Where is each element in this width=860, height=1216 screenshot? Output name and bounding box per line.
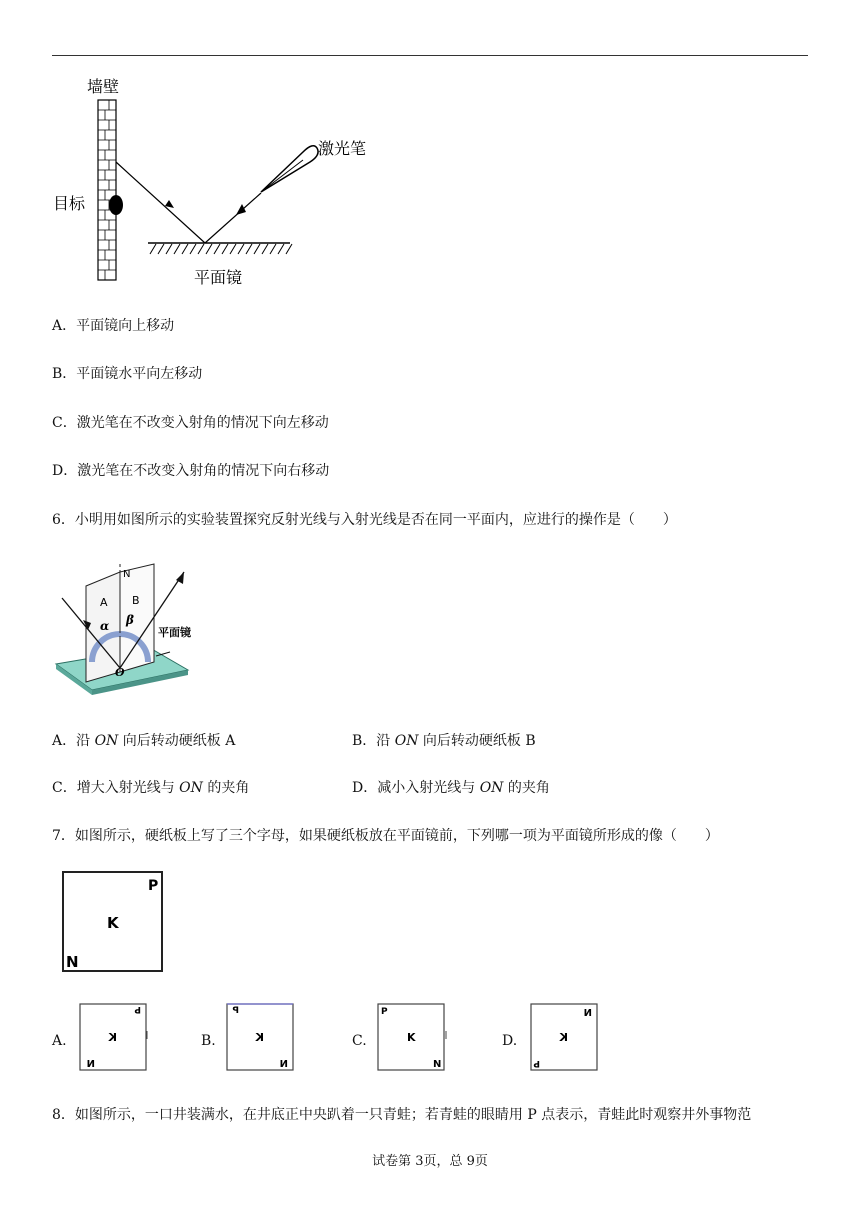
q5-option-d[interactable]: D．激光笔在不改变入射角的情况下向右移动 bbox=[52, 463, 330, 479]
beta-label: β bbox=[126, 613, 134, 627]
reflected-arrowhead bbox=[165, 200, 174, 208]
q5-option-c[interactable]: C．激光笔在不改变入射角的情况下向左移动 bbox=[52, 415, 329, 431]
option-a-letter-k: K bbox=[108, 1031, 117, 1044]
q5-option-b[interactable]: B．平面镜水平向左移动 bbox=[52, 366, 203, 382]
target-dot bbox=[109, 195, 123, 215]
q6-option-a-on: ON bbox=[94, 733, 119, 749]
q6-option-c-suffix: 的夹角 bbox=[202, 780, 250, 796]
letter-k: K bbox=[107, 914, 119, 932]
q6-option-b-prefix: B．沿 bbox=[352, 733, 395, 749]
option-d-letter-p: P bbox=[533, 1058, 540, 1068]
laser-label: 激光笔 bbox=[318, 139, 367, 158]
target-label: 目标 bbox=[53, 194, 86, 213]
option-b-letter-n: N bbox=[279, 1059, 288, 1070]
q6-option-c-on: ON bbox=[179, 780, 203, 796]
option-d-letter-k: K bbox=[559, 1031, 568, 1044]
q7-option-b-label[interactable]: B. bbox=[201, 1033, 216, 1049]
q7-option-b-board[interactable] bbox=[226, 1003, 296, 1073]
letter-n: N bbox=[66, 953, 79, 971]
q6-option-a[interactable] bbox=[52, 731, 235, 751]
q6-option-d-prefix: D．减小入射光线与 bbox=[352, 780, 480, 796]
incident-arrowhead bbox=[236, 204, 246, 215]
incident-ray bbox=[205, 193, 261, 243]
q6-option-d[interactable] bbox=[352, 778, 550, 798]
header-rule bbox=[52, 55, 808, 56]
q6-option-c-prefix: C．增大入射光线与 bbox=[52, 780, 180, 796]
page-footer: 试卷第 3页，总 9页 bbox=[372, 1154, 488, 1169]
q6-option-a-suffix: 向后转动硬纸板 A bbox=[118, 733, 236, 749]
q6-stem: 6．小明用如图所示的实验装置探究反射光线与入射光线是否在同一平面内，应进行的操作是（ ） bbox=[52, 512, 677, 528]
letter-p: P bbox=[148, 878, 159, 894]
option-b-letter-p: P bbox=[232, 1006, 239, 1016]
normal-label: N bbox=[123, 569, 131, 580]
reflected-ray bbox=[116, 162, 205, 243]
brick-wall bbox=[98, 100, 116, 280]
origin-label: O bbox=[115, 666, 125, 679]
q7-stem: 7．如图所示，硬纸板上写了三个字母，如果硬纸板放在平面镜前，下列哪一项为平面镜所形成的像（ ） bbox=[52, 828, 719, 844]
board-b-label: B bbox=[132, 594, 140, 607]
q6-option-d-on: ON bbox=[479, 780, 504, 796]
q6-option-d-suffix: 的夹角 bbox=[503, 780, 550, 796]
q5-option-a[interactable]: A．平面镜向上移动 bbox=[52, 318, 175, 334]
q7-option-c-label[interactable]: C. bbox=[352, 1033, 367, 1049]
q7-option-d-board[interactable] bbox=[530, 1003, 600, 1073]
q6-option-b[interactable] bbox=[352, 731, 536, 751]
wall-label: 墙壁 bbox=[87, 77, 120, 96]
q7-option-d-label[interactable]: D. bbox=[502, 1033, 518, 1049]
mirror-hatch bbox=[150, 244, 292, 254]
q7-option-c-board[interactable] bbox=[377, 1003, 449, 1073]
letter-board-figure bbox=[62, 871, 164, 973]
q6-option-a-prefix: A．沿 bbox=[52, 733, 95, 749]
mirror-label: 平面镜 bbox=[158, 626, 191, 639]
option-a-letter-p: P bbox=[134, 1004, 141, 1014]
option-c-letter-k: K bbox=[407, 1031, 416, 1044]
option-c-letter-n: N bbox=[433, 1059, 442, 1070]
q6-option-b-on: ON bbox=[394, 733, 419, 749]
option-c-letter-p: P bbox=[381, 1007, 388, 1017]
option-a-letter-n: N bbox=[86, 1059, 95, 1070]
option-d-letter-n: N bbox=[583, 1008, 592, 1019]
option-b-letter-k: K bbox=[255, 1031, 264, 1044]
q6-option-c[interactable] bbox=[52, 778, 249, 798]
reflection-apparatus-figure bbox=[52, 562, 212, 697]
laser-pen bbox=[261, 146, 318, 192]
wall-laser-mirror-figure bbox=[50, 70, 390, 295]
q7-option-a-board[interactable] bbox=[79, 1003, 149, 1073]
board-a-label: A bbox=[100, 596, 108, 609]
mirror-label: 平面镜 bbox=[194, 268, 243, 287]
q6-option-b-suffix: 向后转动硬纸板 B bbox=[418, 733, 536, 749]
q7-option-a-label[interactable]: A. bbox=[52, 1033, 67, 1049]
q8-stem: 8．如图所示，一口井装满水，在井底正中央趴着一只青蛙；若青蛙的眼睛用 P 点表示，青蛙此时观察井外事物范 bbox=[52, 1107, 752, 1123]
alpha-label: α bbox=[100, 619, 110, 633]
